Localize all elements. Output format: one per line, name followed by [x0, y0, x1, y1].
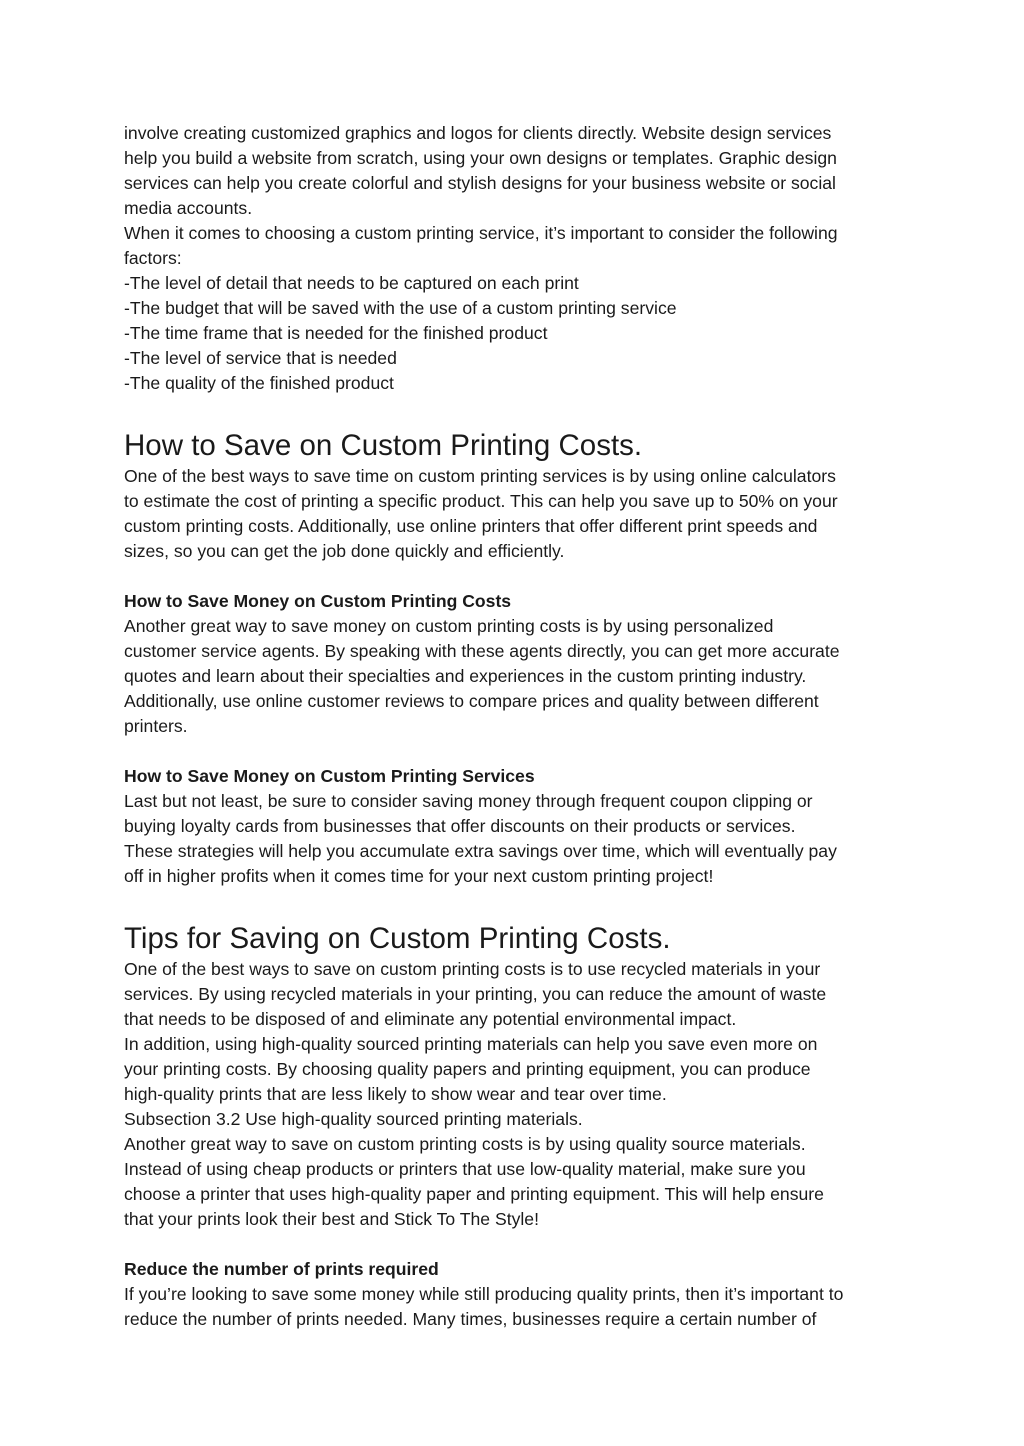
list-item: -The quality of the finished product [124, 373, 394, 393]
subsection-heading: How to Save Money on Custom Printing Costs [124, 591, 512, 611]
spacer [124, 889, 904, 920]
text-line: Another great way to save money on custom printing costs is by using personalized [124, 616, 774, 636]
text-line: customer service agents. By speaking with these agents directly, you can get more accurate [124, 641, 840, 661]
text-line: that your prints look their best and Stick To The Style! [124, 1209, 539, 1229]
text-line: choose a printer that uses high-quality paper and printing equipment. This will help ensure [124, 1184, 824, 1204]
subsection-heading: Reduce the number of prints required [124, 1259, 439, 1279]
list-item: -The level of service that is needed [124, 348, 397, 368]
text-line: If you’re looking to save some money while still producing quality prints, then it’s important to [124, 1284, 844, 1304]
text-line: reduce the number of prints needed. Many times, businesses require a certain number of [124, 1309, 817, 1329]
list-item: -The budget that will be saved with the use of a custom printing service [124, 298, 677, 318]
text-line: Last but not least, be sure to consider saving money through frequent coupon clipping or [124, 791, 813, 811]
text-line: help you build a website from scratch, using your own designs or templates. Graphic design [124, 148, 837, 168]
text-line: services can help you create colorful and stylish designs for your business website or social [124, 173, 836, 193]
text-line: that needs to be disposed of and eliminate any potential environmental impact. [124, 1009, 737, 1029]
text-line: sizes, so you can get the job done quickly and efficiently. [124, 541, 565, 561]
subsection-reduce-prints [124, 1257, 904, 1332]
text-line: Instead of using cheap products or printers that use low-quality material, make sure you [124, 1159, 806, 1179]
spacer [124, 564, 904, 589]
text-line: off in higher profits when it comes time for your next custom printing project! [124, 866, 714, 886]
text-line: services. By using recycled materials in your printing, you can reduce the amount of waste [124, 984, 827, 1004]
subsection-save-money-services [124, 764, 904, 889]
document-page [124, 121, 904, 1332]
subsection-save-money-costs [124, 589, 904, 739]
section-heading: How to Save on Custom Printing Costs. [124, 429, 643, 462]
text-line: One of the best ways to save on custom printing costs is to use recycled materials in your [124, 959, 821, 979]
text-line: These strategies will help you accumulate extra savings over time, which will eventually pay [124, 841, 837, 861]
text-line: custom printing costs. Additionally, use online printers that offer different print speeds and [124, 516, 818, 536]
text-line: In addition, using high-quality sourced printing materials can help you save even more on [124, 1034, 818, 1054]
text-line: media accounts. [124, 198, 253, 218]
text-line: buying loyalty cards from businesses that offer discounts on their products or services. [124, 816, 796, 836]
text-line: high-quality prints that are less likely to show wear and tear over time. [124, 1084, 667, 1104]
section-tips [124, 920, 904, 1232]
text-line: Additionally, use online customer reviews to compare prices and quality between different [124, 691, 819, 711]
spacer [124, 739, 904, 764]
text-line: involve creating customized graphics and logos for clients directly. Website design services [124, 123, 832, 143]
list-item: -The level of detail that needs to be captured on each print [124, 273, 579, 293]
text-line: When it comes to choosing a custom printing service, it’s important to consider the following [124, 223, 838, 243]
spacer [124, 396, 904, 427]
text-line: printers. [124, 716, 188, 736]
intro-paragraph [124, 121, 904, 396]
spacer [124, 1232, 904, 1257]
text-line: quotes and learn about their specialties and experiences in the custom printing industry. [124, 666, 807, 686]
text-line: factors: [124, 248, 182, 268]
text-line: One of the best ways to save time on custom printing services is by using online calculators [124, 466, 836, 486]
text-line: Subsection 3.2 Use high-quality sourced printing materials. [124, 1109, 583, 1129]
list-item: -The time frame that is needed for the finished product [124, 323, 548, 343]
section-heading: Tips for Saving on Custom Printing Costs. [124, 922, 671, 955]
subsection-heading: How to Save Money on Custom Printing Services [124, 766, 535, 786]
text-line: your printing costs. By choosing quality papers and printing equipment, you can produce [124, 1059, 811, 1079]
text-line: to estimate the cost of printing a specific product. This can help you save up to 50% on your [124, 491, 838, 511]
section-how-to-save [124, 427, 904, 564]
text-line: Another great way to save on custom printing costs is by using quality source materials. [124, 1134, 806, 1154]
